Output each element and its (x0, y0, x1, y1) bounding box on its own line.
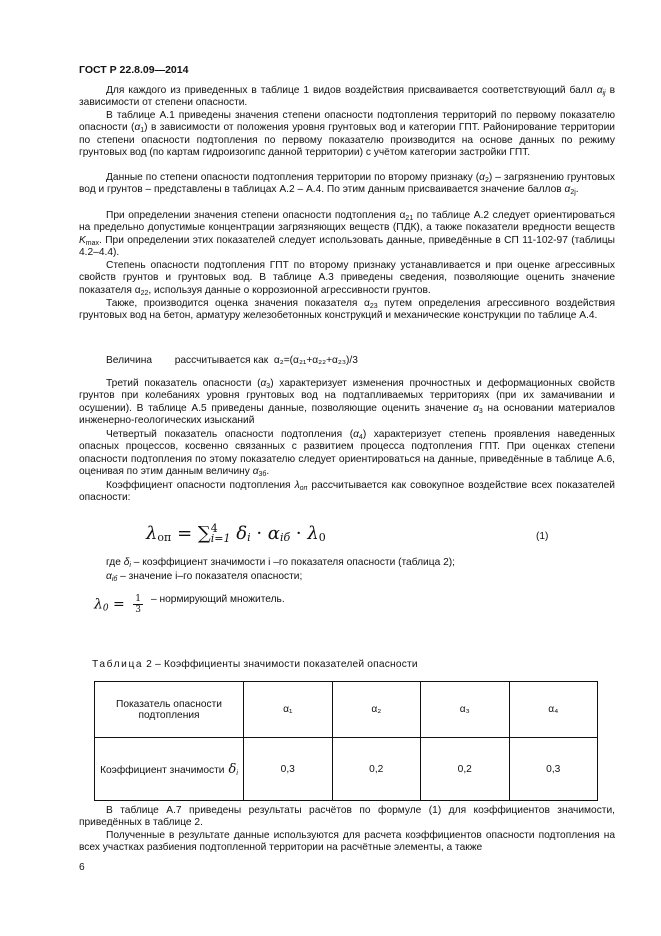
paragraph-10: Коэффициент опасности подтопления $\lambda_{оп}$ рассчитывается как совокупное воздействие всех показателей опасности: (79, 480, 615, 504)
paragraph-11: В таблице А.7 приведены результаты расчётов по формуле (1) для коэффициентов значимости, приведённых в таблице 2. (79, 805, 615, 829)
paragraph-6: Также, производится оценка значения показателя $\alpha_{23}$ путем определения агрессивного воздействия грунтовых вод на бетон, арматуру железобетонных конструкций и механические конструкции по таблице А.4. (79, 298, 615, 322)
table-header-cell: α₁ (244, 682, 333, 738)
where-line-1: где $\delta_i$ – коэффициент значимости i –го показателя опасности (таблица 2); (106, 557, 455, 569)
paragraph-5: Степень опасности подтопления ГПТ по второму признаку устанавливается и при оценке агрессивных свойств грунтов и грунтовых вод. В таблице А.3 приведены сведения, позволяющие оценить значение показателя $\alpha_{22}$, используя данные о коррозионной агрессивности грунтов. (79, 260, 615, 297)
paragraph-12: Полученные в результате данные используются для расчета коэффициентов опасности подтопления на всех участках разбиения подтопленной территории на расчётные элементы, а также (79, 830, 615, 854)
paragraph-2: В таблице А.1 приведены значения степени опасности подтопления территорий по первому показателю опасности $(\alpha_1)$ в зависимости от положения уровня грунтовых вод и категории ГПТ. Районирование территории по степени опасности подтопления по первому показателю производится на основе данных по режиму грунтовых вод (по картам гидроизогипс данной территории) с учётом категории застройки ГПТ. (79, 110, 615, 159)
table-cell: 0,2 (332, 738, 421, 801)
table-header-row (95, 682, 598, 738)
paragraph-9: Четвертый показатель опасности подтопления $(\alpha_4)$ характеризует степень проявления наведенных опасных процессов, косвенно связанных с развитием процесса подтопления ГПТ. При оценках степени опасности подтопления по этому показателю следует ориентироваться на данные, приведённые в таблице А.6, оценивая по этим данным величину $\alpha_{3б}$. (79, 429, 615, 479)
table-cell: 0,2 (421, 738, 510, 801)
table-row-label: Коэффициент значимости $\delta_i$ (95, 738, 244, 801)
significance-table (94, 681, 598, 801)
table-caption: Таблица 2 – Коэффициенты значимости показателей опасности (92, 659, 418, 670)
table-cell: 0,3 (509, 738, 598, 801)
paragraph-3: Данные по степени опасности подтопления территории по второму признаку $(\alpha_2)$ – загрязнению грунтовых вод и грунтов – представлены в таблицах А.2 – А.4. По этим данным присваивается значение баллов $\alpha_{2j}$. (79, 172, 615, 197)
paragraph-1: Для каждого из приведенных в таблице 1 видов воздействия присваивается соответствующий балл $\alpha_{ij}$ в зависимости от степени опасности. (79, 85, 615, 109)
lambda0-formula: $\lambda_0$ = $\frac{1}{3}$ (94, 594, 141, 615)
table-cell: 0,3 (244, 738, 333, 801)
lambda0-description: – нормирующий множитель. (151, 594, 285, 605)
paragraph-4: При определении значения степени опасности подтопления $\alpha_{21}$ по таблице А.2 следует ориентироваться на предельно допустимые концентрации загрязняющих веществ (ПДК), а также показатели вредности веществ $K_{max}$. При определении этих показателей следует использовать данные, приведённые в СП 11-102-97 (таблицы 4.2–4.4). (79, 210, 615, 259)
table-header-cell: α₂ (332, 682, 421, 738)
formula-number: (1) (536, 531, 549, 542)
paragraph-8: Третий показатель опасности $(\alpha_3)$ характеризует изменения прочностных и деформационных свойств грунтов при колебаниях уровня грунтовых вод на подтапливаемых территориях (при их замачивании и осушении). В таблице А.5 приведены данные, позволяющие оценить значение $\alpha_3$ на основании материалов инженерно-геологических изысканий (79, 378, 615, 427)
paragraph-7: Величина рассчитывается как α₂=(α₂₁+α₂₂+α₂₃)/3 (106, 355, 358, 366)
table-header-cell: α₄ (509, 682, 598, 738)
table-header-cell: α₃ (421, 682, 510, 738)
where-line-2: $\alpha_{iб}$ – значение i–го показателя опасности; (106, 571, 303, 583)
table-row (95, 738, 598, 801)
formula-1: $\lambda_{оп}$ = ∑ 4 i=1 $\delta_i \cdot \alpha_{iб} \cdot \lambda_0$ (146, 522, 326, 545)
table-header-cell: Показатель опасности подтопления (95, 682, 244, 738)
page-number: 6 (79, 862, 85, 873)
document-header: ГОСТ Р 22.8.09—2014 (79, 64, 189, 76)
